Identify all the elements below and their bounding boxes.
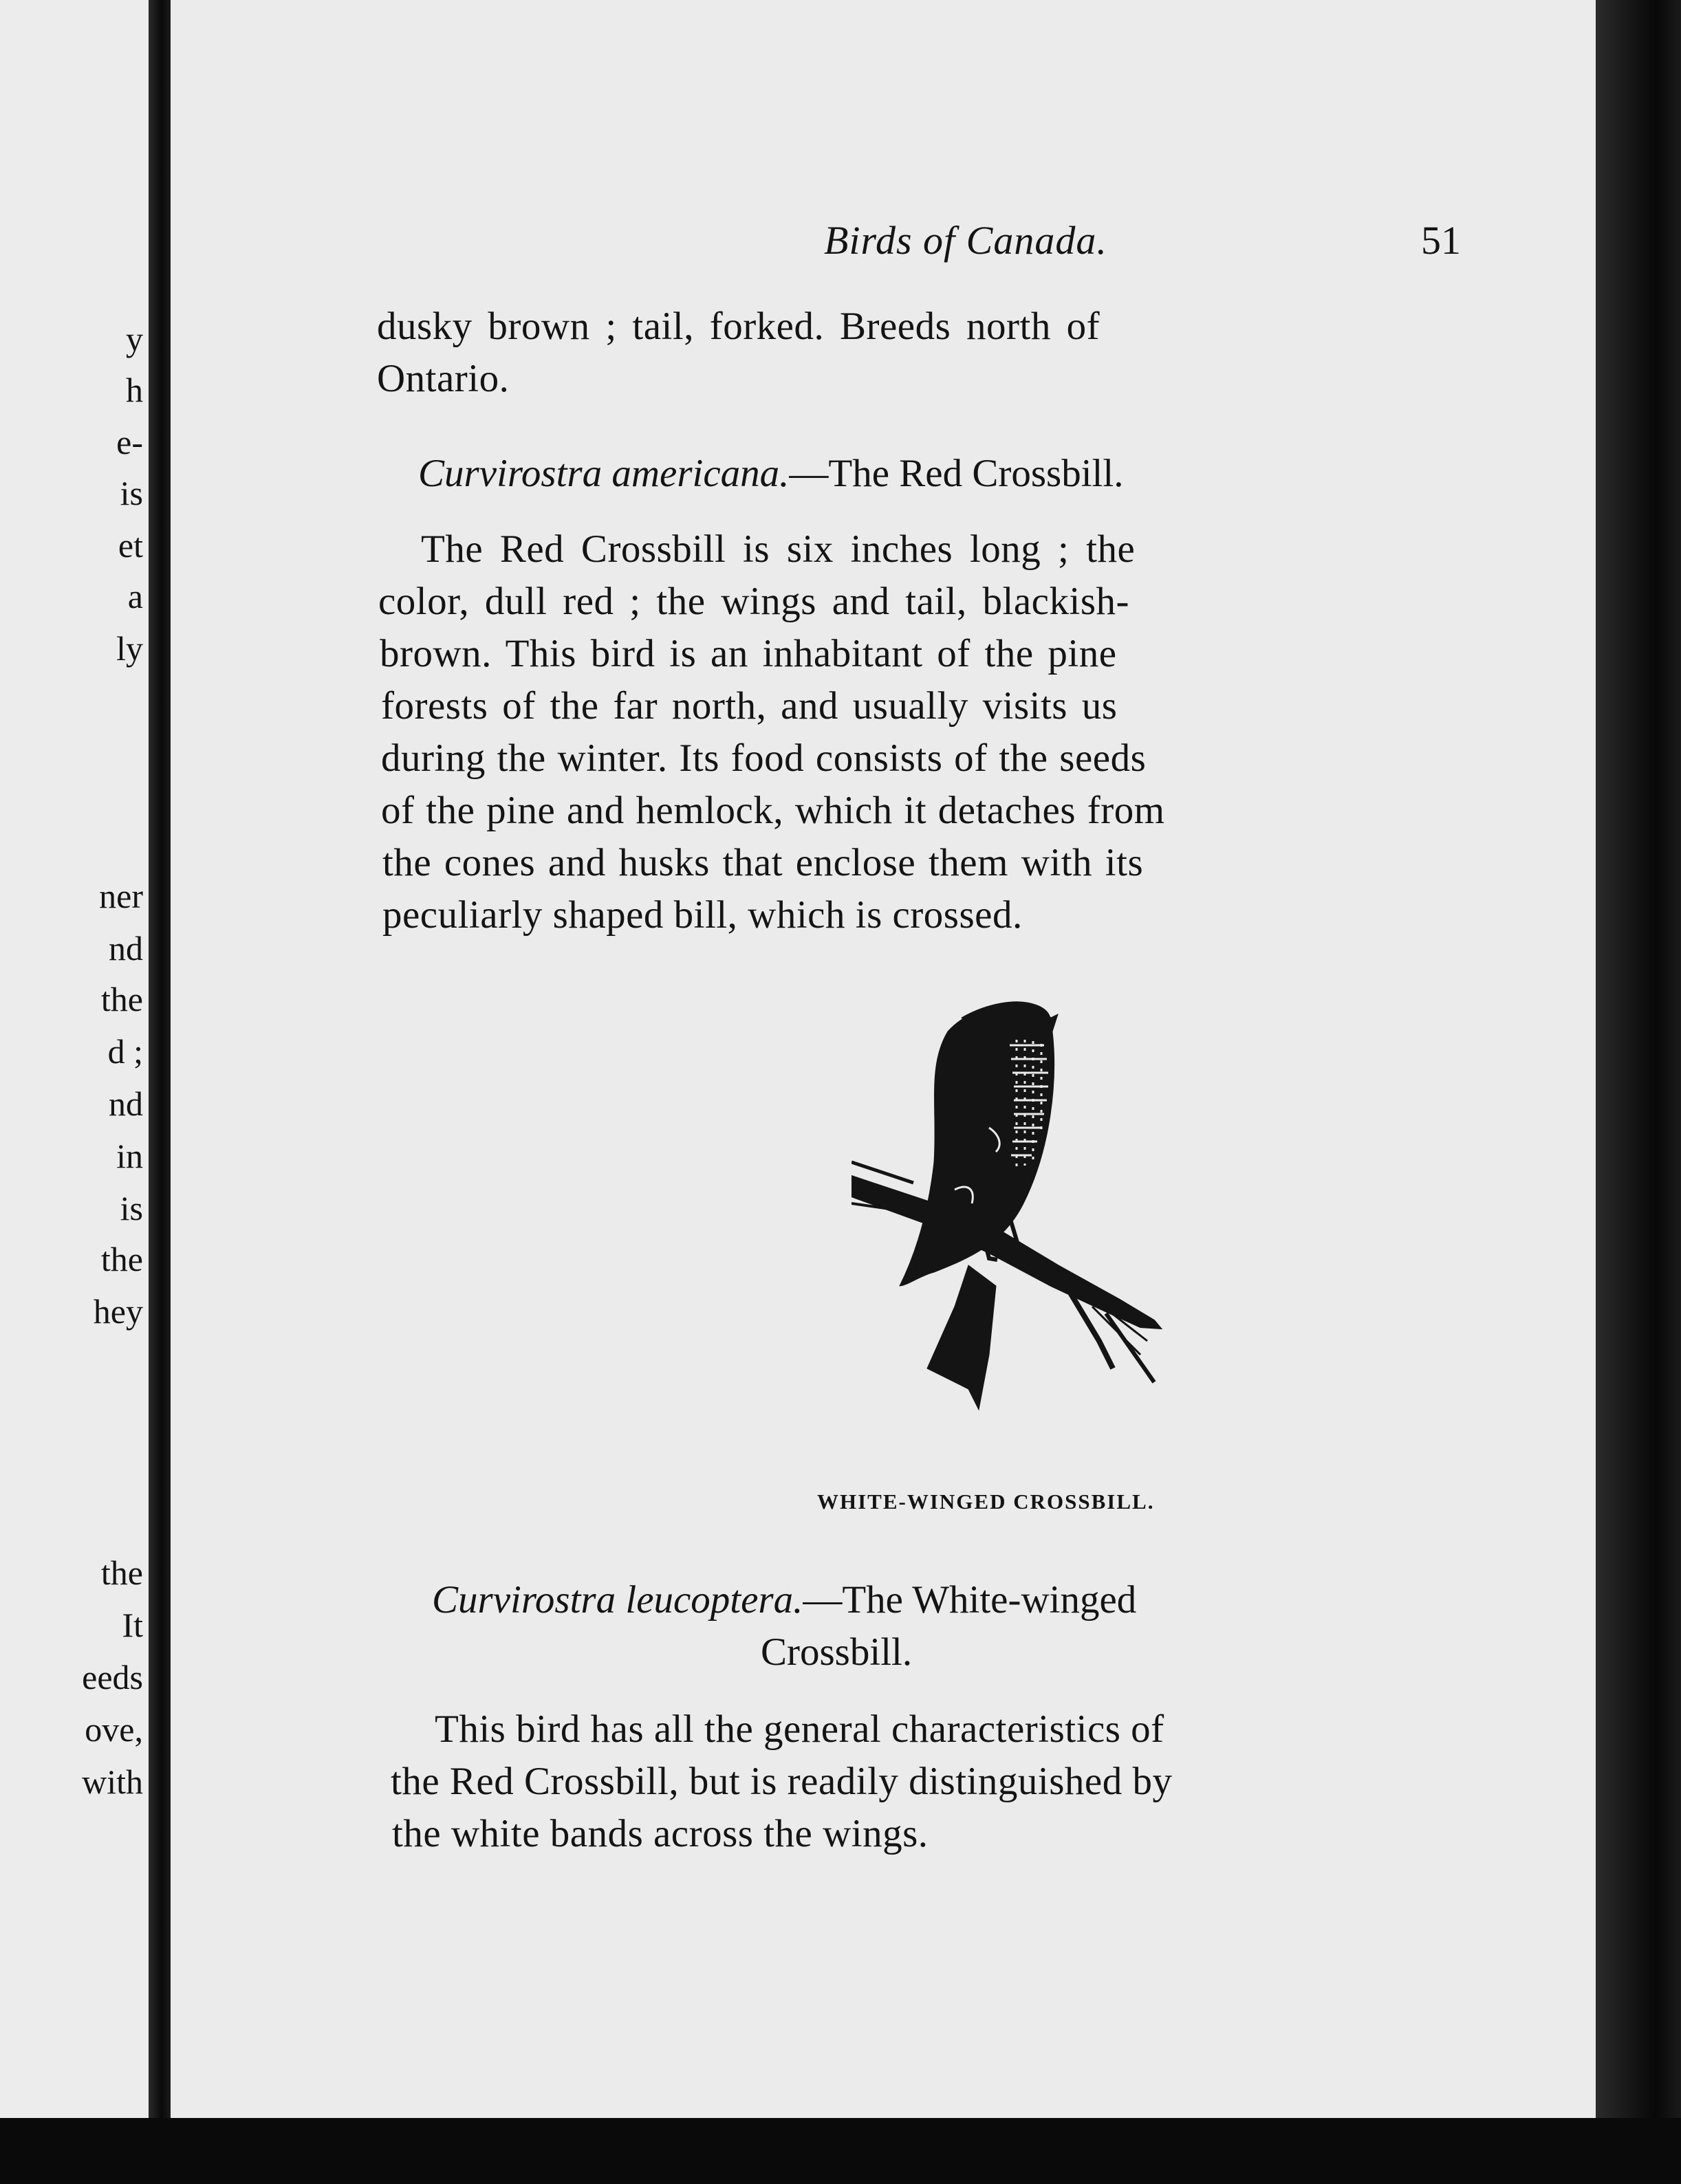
left-page-text: hey (93, 1292, 143, 1331)
left-page-text: e- (116, 423, 143, 461)
left-page-text: nd (109, 929, 143, 968)
scan-background (0, 2118, 1681, 2184)
left-page-text: with (82, 1762, 143, 1801)
body-line: brown. This bird is an inhabitant of the pine (380, 632, 1117, 675)
book-page (171, 0, 1596, 2118)
left-page-text: the (100, 1240, 143, 1278)
left-page-text: ly (116, 629, 143, 668)
left-page-text: et (118, 526, 143, 565)
left-page-text: eeds (82, 1658, 143, 1696)
body-line: Ontario. (377, 357, 510, 400)
body-line: the cones and husks that enclose them with its (382, 841, 1144, 884)
body-line: This bird has all the general characteristics of (435, 1707, 1164, 1751)
left-page-text: ner (99, 877, 143, 915)
left-page-text: h (126, 371, 143, 409)
left-page-fragment (0, 0, 149, 2145)
left-page-text: d ; (107, 1032, 143, 1071)
body-line: the white bands across the wings. (392, 1812, 929, 1855)
species-heading-red-crossbill (418, 454, 1123, 493)
figure-caption: WHITE-WINGED CROSSBILL. (817, 1489, 1155, 1514)
body-line: The Red Crossbill is six inches long ; the (421, 527, 1136, 571)
left-page-text: the (100, 980, 143, 1018)
body-line: forests of the far north, and usually visits us (381, 684, 1118, 728)
latin-name: Curvirostra leucoptera. (432, 1578, 803, 1621)
left-page-text: nd (109, 1084, 143, 1123)
species-heading-white-winged-crossbill (432, 1580, 1136, 1619)
common-name: —The White-winged (803, 1578, 1137, 1621)
left-page-text: in (116, 1137, 143, 1175)
body-line: of the pine and hemlock, which it detaches from (381, 789, 1165, 832)
bird-on-branch-engraving (852, 997, 1182, 1451)
page-number: 51 (1421, 218, 1461, 263)
left-page-text: y (126, 320, 143, 358)
latin-name: Curvirostra americana. (418, 452, 790, 495)
common-name: —The Red Crossbill. (789, 452, 1124, 495)
book-gutter (149, 0, 171, 2184)
left-page-text: is (120, 1189, 143, 1227)
body-line: during the winter. Its food consists of the seeds (381, 736, 1147, 780)
running-title: Birds of Canada. (824, 218, 1107, 263)
left-page-text: It (122, 1606, 143, 1644)
left-page-text: the (100, 1553, 143, 1592)
body-line: color, dull red ; the wings and tail, blackish- (378, 580, 1129, 623)
left-page-text: is (120, 474, 143, 512)
book-cover-edge (1596, 0, 1681, 2184)
common-name-continued: Crossbill. (761, 1630, 913, 1674)
body-line: peculiarly shaped bill, which is crossed. (382, 893, 1023, 937)
left-page-text: ove, (85, 1710, 143, 1749)
left-page-text: a (127, 577, 143, 615)
body-line: dusky brown ; tail, forked. Breeds north of (377, 305, 1100, 348)
body-line: the Red Crossbill, but is readily distinguished by (391, 1760, 1173, 1803)
